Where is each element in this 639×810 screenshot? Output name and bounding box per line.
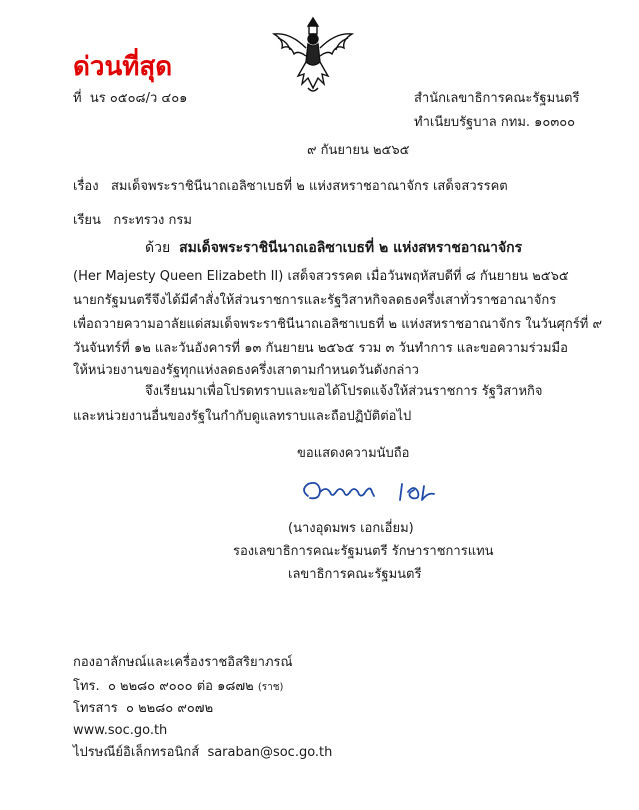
office-address: ทำเนียบรัฐบาล กทม. ๑๐๓๐๐ (414, 115, 576, 130)
signer-position-1: รองเลขาธิการคณะรัฐมนตรี รักษาราชการแทน (233, 544, 494, 559)
paragraph-1-line: ให้หน่วยงานของรัฐทุกแห่งลดธงครึ่งเสาตามกำหนดวันดังกล่าว (73, 363, 419, 378)
signer-name: (นางอุดมพร เอกเอี่ยม) (288, 521, 414, 536)
paragraph-1-line: นายกรัฐมนตรีจึงได้มีคำสั่งให้ส่วนราชการและรัฐวิสาหกิจลดธงครึ่งเสาทั่วราชอาณาจักร (73, 293, 557, 308)
paragraph-2-first-line: จึงเรียนมาเพื่อโปรดทราบและขอได้โปรดแจ้งให้ส่วนราชการ รัฐวิสาหกิจ (145, 384, 543, 399)
footer-telephone: โทร. ๐ ๒๒๘๐ ๙๐๐๐ ต่อ ๑๘๗๒ (ราช) (73, 679, 284, 694)
closing-salutation: ขอแสดงความนับถือ (297, 446, 410, 461)
subject-line: เรื่อง สมเด็จพระราชินีนาถเอลิซาเบธที่ ๒ แห่งสหราชอาณาจักร เสด็จสวรรคต (73, 179, 508, 194)
footer-fax: โทรสาร ๐ ๒๒๘๐ ๙๐๗๒ (73, 701, 214, 716)
urgency-stamp: ด่วนที่สุด (73, 52, 173, 82)
paragraph-1-first-line: ด้วย สมเด็จพระราชินีนาถเอลิซาเบธที่ ๒ แห่งสหราชอาณาจักร (145, 240, 523, 256)
handwritten-signature (298, 470, 448, 510)
recipient-line: เรียน กระทรวง กรม (73, 213, 192, 228)
paragraph-1-line: เพื่อถวายความอาลัยแด่สมเด็จพระราชินีนาถเอลิซาเบธที่ ๒ แห่งสหราชอาณาจักร ในวันศุกร์ที่ ๙ (73, 317, 602, 332)
reference-number: ที่ นร ๐๕๐๘/ว ๔๐๑ (73, 91, 188, 106)
paragraph-1-line: วันจันทร์ที่ ๑๒ และวันอังคารที่ ๑๓ กันยายน ๒๕๖๕ รวม ๓ วันทำการ และขอความร่วมมือ (73, 341, 568, 356)
garuda-emblem-icon (268, 14, 358, 98)
office-name: สำนักเลขาธิการคณะรัฐมนตรี (414, 91, 580, 106)
footer-division: กองอาลักษณ์และเครื่องราชอิสริยาภรณ์ (73, 655, 293, 670)
letter-date: ๙ กันยายน ๒๕๖๕ (307, 143, 410, 158)
signer-position-2: เลขาธิการคณะรัฐมนตรี (288, 567, 422, 582)
paragraph-1-line: (Her Majesty Queen Elizabeth II) เสด็จสวรรคต เมื่อวันพฤหัสบดีที่ ๘ กันยายน ๒๕๖๕ (73, 269, 569, 284)
paragraph-2-second-line: และหน่วยงานอื่นของรัฐในกำกับดูแลทราบและถือปฏิบัติต่อไป (73, 409, 412, 424)
footer-website[interactable]: www.soc.go.th (73, 723, 168, 738)
footer-email[interactable]: ไปรษณีย์อิเล็กทรอนิกส์ saraban@soc.go.th (73, 745, 333, 760)
